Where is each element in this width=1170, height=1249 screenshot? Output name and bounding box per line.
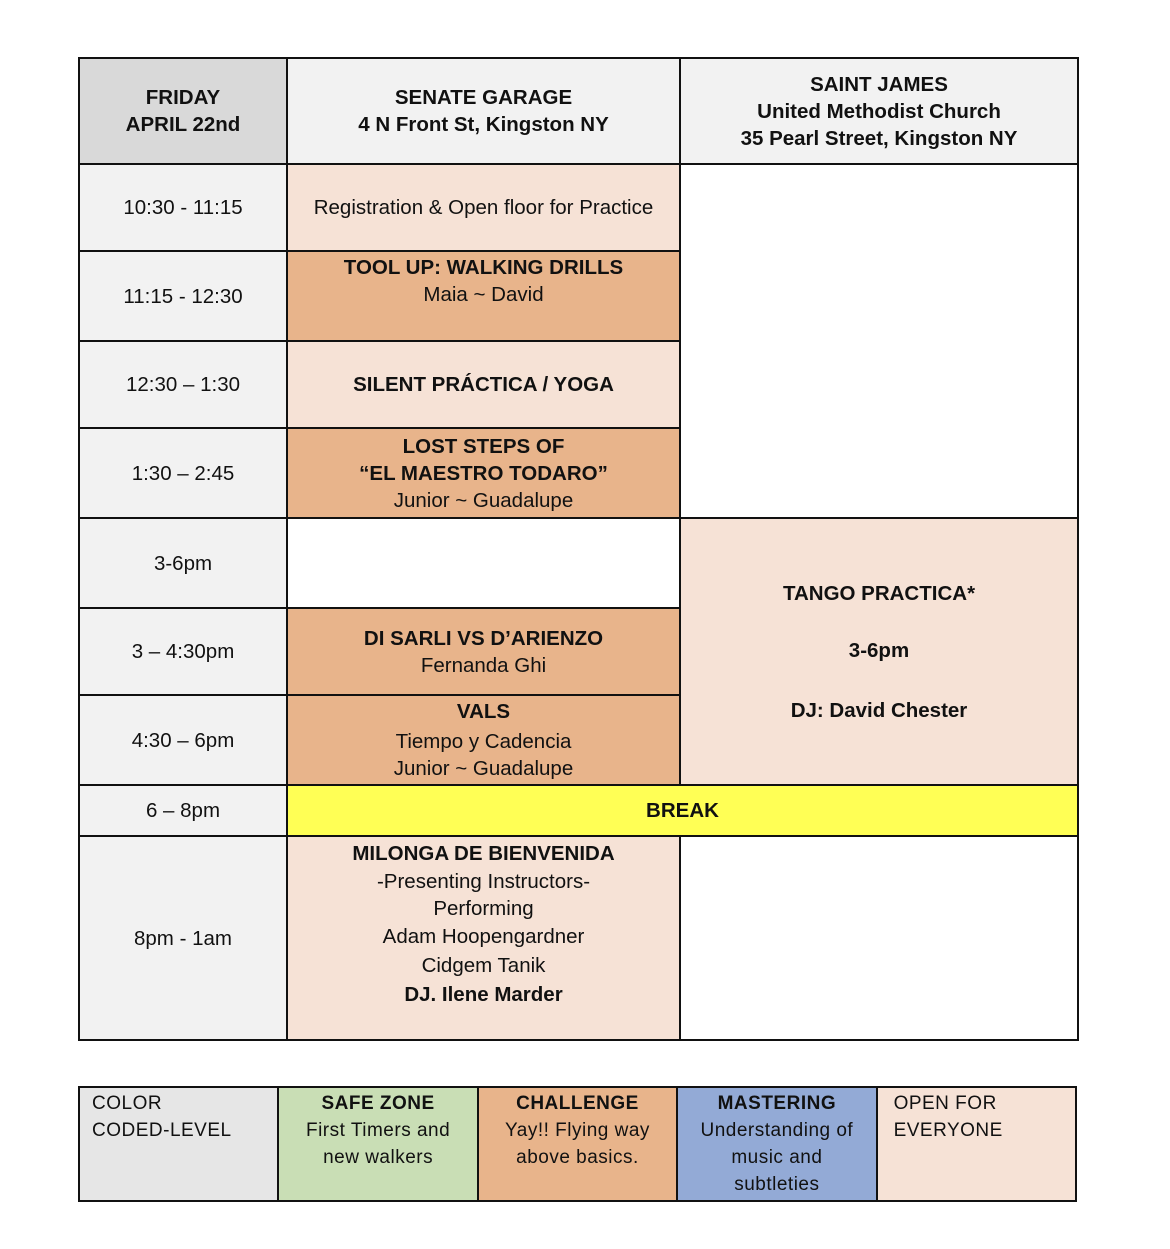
milonga-performer2: Cidgem Tanik [421,954,546,977]
legend-intro-line2: CODED-LEVEL [92,1120,232,1141]
milonga-title: MILONGA DE BIENVENIDA [352,842,615,865]
legend-challenge-title: CHALLENGE [516,1093,639,1114]
milonga-dj: DJ. Ilene Marder [404,983,563,1006]
schedule-row [79,836,1078,1040]
walking-drills-cell [287,251,680,341]
lost-steps-cell [287,428,680,518]
time-cell: 8pm - 1am [79,836,287,1040]
vals-cell [287,695,680,785]
venue1-name: SENATE GARAGE [394,86,573,109]
di-sarli-cell [287,608,680,695]
class-title: SILENT PRÁCTICA / YOGA [353,373,614,396]
class-title: VALS [456,700,511,723]
venue2-church: United Methodist Church [757,99,1001,123]
class-instructors: Junior ~ Guadalupe [393,488,574,512]
practica-dj: DJ: David Chester [790,698,968,722]
break-label: BREAK [646,799,719,822]
legend-intro-line1: COLOR [92,1093,163,1114]
day-line2: APRIL 22nd [125,113,241,136]
class-instructors: Fernanda Ghi [420,653,547,677]
venue1-header [287,58,680,164]
time-cell: 6 – 8pm [79,785,287,836]
break-row [79,785,1078,836]
milonga-cell [287,836,680,1040]
class-subtitle: Tiempo y Cadencia [395,730,572,753]
empty-cell [287,518,680,608]
milonga-line1: -Presenting Instructors- [376,870,591,893]
time-cell: 4:30 – 6pm [79,695,287,785]
legend-safe-desc: First Timers and new walkers [305,1120,451,1168]
class-title: TOOL UP: WALKING DRILLS [343,256,624,279]
time-cell: 11:15 - 12:30 [79,251,287,341]
schedule-row [79,518,1078,608]
class-title: DI SARLI VS D’ARIENZO [363,626,604,650]
time-cell: 10:30 - 11:15 [79,164,287,251]
legend-safe-title: SAFE ZONE [321,1093,435,1114]
class-title-line1: LOST STEPS OF [402,434,565,458]
break-cell [287,785,1078,836]
time-cell: 3 – 4:30pm [79,608,287,695]
legend-mastering [677,1087,876,1201]
tango-practica-cell [680,518,1078,785]
practica-time: 3-6pm [848,638,910,662]
registration-cell [287,164,680,251]
day-line1: FRIDAY [145,86,221,109]
header-row [79,58,1078,164]
color-legend [78,1086,1077,1202]
day-header [79,58,287,164]
time-cell: 3-6pm [79,518,287,608]
time-cell: 12:30 – 1:30 [79,341,287,428]
registration-text: Registration & Open floor for Practice [313,196,654,219]
schedule-table [78,57,1079,1041]
class-instructors: Maia ~ David [423,283,544,306]
class-instructors: Junior ~ Guadalupe [393,757,574,780]
venue2-address: 35 Pearl Street, Kingston NY [740,126,1018,150]
legend-mastering-desc: Understanding of music and subtleties [700,1120,854,1195]
legend-intro [79,1087,278,1201]
legend-challenge-desc: Yay!! Flying way above basics. [505,1120,650,1168]
schedule-row [79,164,1078,251]
venue2-header [680,58,1078,164]
class-title-line2: “EL MAESTRO TODARO” [359,461,608,485]
legend-open [877,1087,1076,1201]
silent-practica-cell [287,341,680,428]
legend-open-desc: OPEN FOR EVERYONE [893,1093,1003,1141]
milonga-performer1: Adam Hoopengardner [382,925,585,948]
practica-title: TANGO PRACTICA* [782,581,976,605]
time-cell: 1:30 – 2:45 [79,428,287,518]
venue2-empty-evening [680,836,1078,1040]
legend-challenge [478,1087,677,1201]
venue2-empty-morning [680,164,1078,518]
venue2-name: SAINT JAMES [810,72,948,96]
legend-mastering-title: MASTERING [717,1093,837,1114]
milonga-line2: Performing [433,897,534,920]
legend-safe-zone [278,1087,477,1201]
venue1-address: 4 N Front St, Kingston NY [358,113,609,136]
